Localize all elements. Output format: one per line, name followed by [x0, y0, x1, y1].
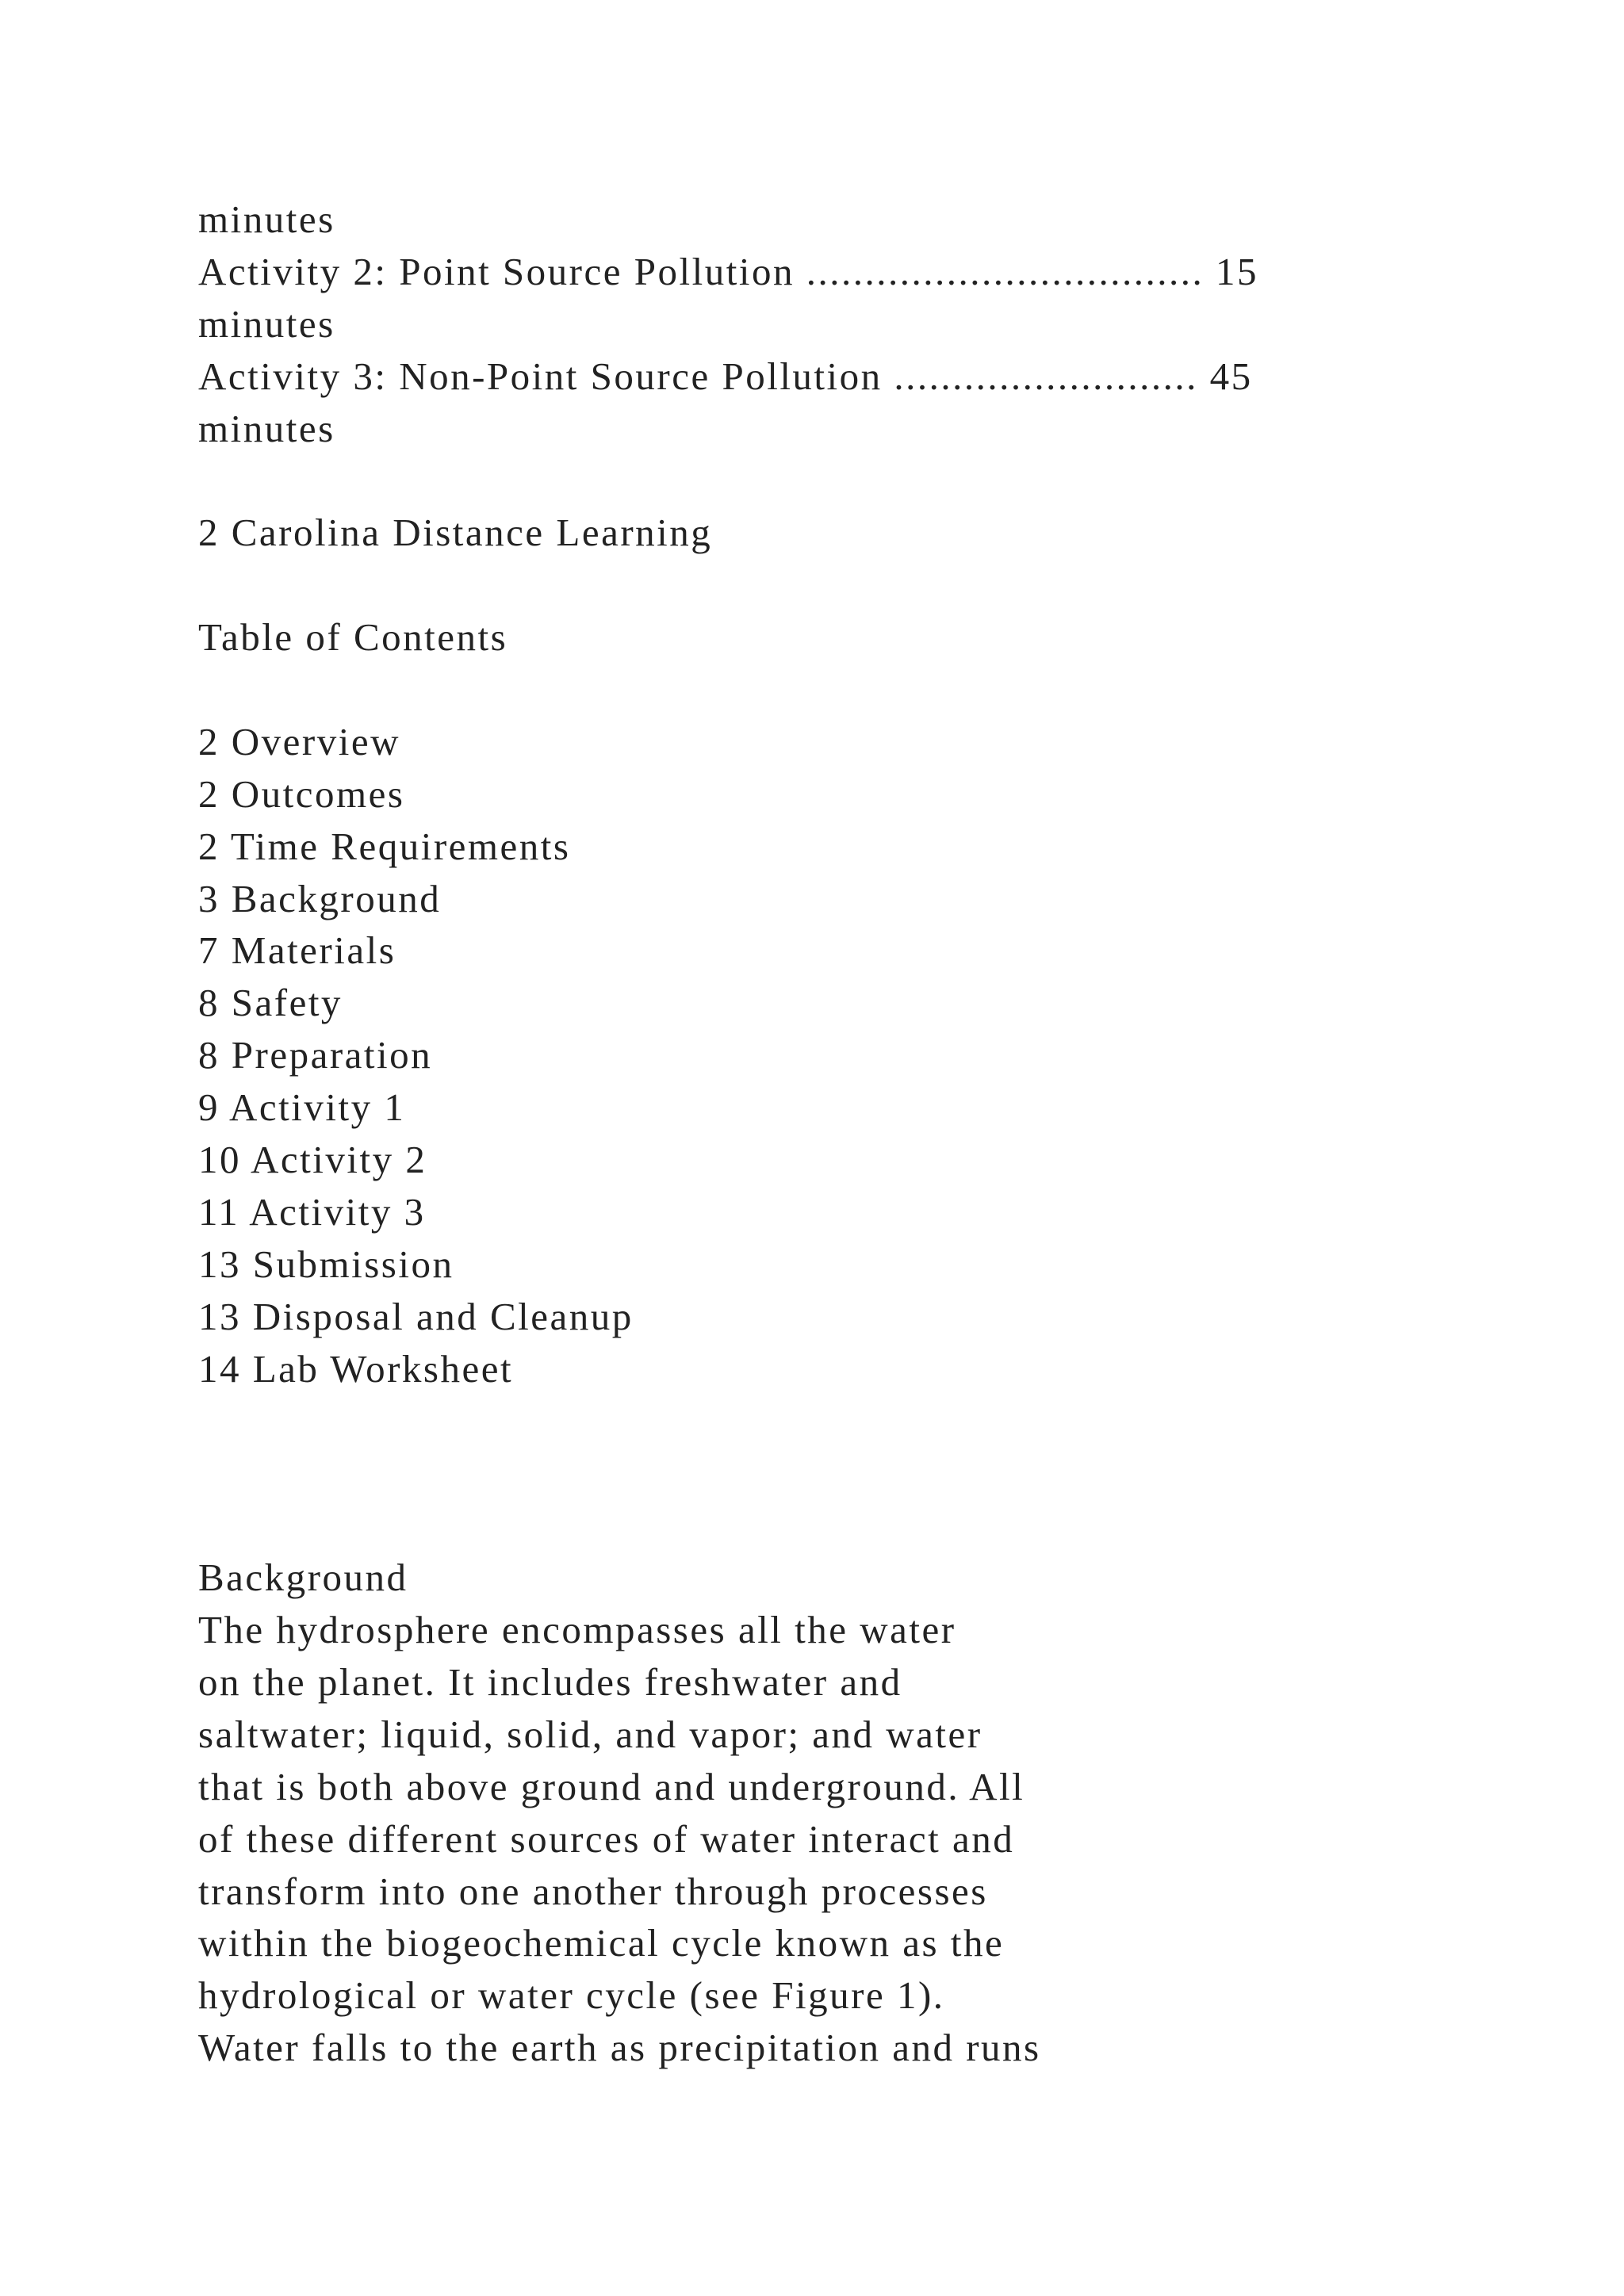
page-footer-label: 2 Carolina Distance Learning: [198, 511, 713, 555]
spacer: [198, 454, 1546, 507]
paragraph-line: hydrological or water cycle (see Figure 1).: [198, 1973, 945, 2018]
time-text-minutes-2: minutes: [198, 301, 335, 346]
toc-entry: 13 Disposal and Cleanup: [198, 1294, 634, 1338]
toc-heading: Table of Contents: [198, 615, 508, 660]
toc-entry: 14 Lab Worksheet: [198, 1346, 514, 1391]
toc-entry: 11 Activity 3: [198, 1189, 426, 1234]
toc-entry: 2 Outcomes: [198, 771, 405, 816]
time-text-minutes-1: minutes: [198, 197, 335, 241]
time-text-minutes-3: minutes: [198, 406, 335, 450]
document-text: [198, 193, 1546, 2074]
paragraph-line: of these different sources of water interact and: [198, 1816, 1015, 1861]
paragraph-line: saltwater; liquid, solid, and vapor; and water: [198, 1712, 982, 1756]
toc-entry: 9 Activity 1: [198, 1085, 406, 1130]
toc-entry: 8 Preparation: [198, 1033, 433, 1077]
paragraph-line: Water falls to the earth as precipitation and runs: [198, 2026, 1041, 2070]
toc-list: [198, 716, 1546, 1395]
time-activity-2: Activity 2: Point Source Pollution .................................. 15: [198, 249, 1258, 293]
spacer: [198, 664, 1546, 716]
toc-entry: 7 Materials: [198, 928, 396, 973]
toc-entry: 2 Time Requirements: [198, 824, 571, 868]
time-activity-3: Activity 3: Non-Point Source Pollution .......................... 45: [198, 354, 1253, 398]
paragraph-line: that is both above ground and underground. All: [198, 1764, 1025, 1808]
paragraph-line: The hydrosphere encompasses all the water: [198, 1608, 956, 1652]
paragraph-line: within the biogeochemical cycle known as the: [198, 1921, 1005, 1965]
paragraph-line: on the planet. It includes freshwater and: [198, 1659, 902, 1704]
toc-entry: 8 Safety: [198, 981, 343, 1025]
background-heading: Background: [198, 1556, 408, 1600]
background-paragraph: [198, 1604, 1546, 2074]
toc-entry: 10 Activity 2: [198, 1138, 427, 1182]
spacer: [198, 1395, 1546, 1552]
toc-entry: 13 Submission: [198, 1242, 454, 1286]
spacer: [198, 559, 1546, 611]
paragraph-line: transform into one another through processes: [198, 1869, 988, 1913]
toc-entry: 2 Overview: [198, 719, 400, 763]
toc-entry: 3 Background: [198, 876, 442, 920]
